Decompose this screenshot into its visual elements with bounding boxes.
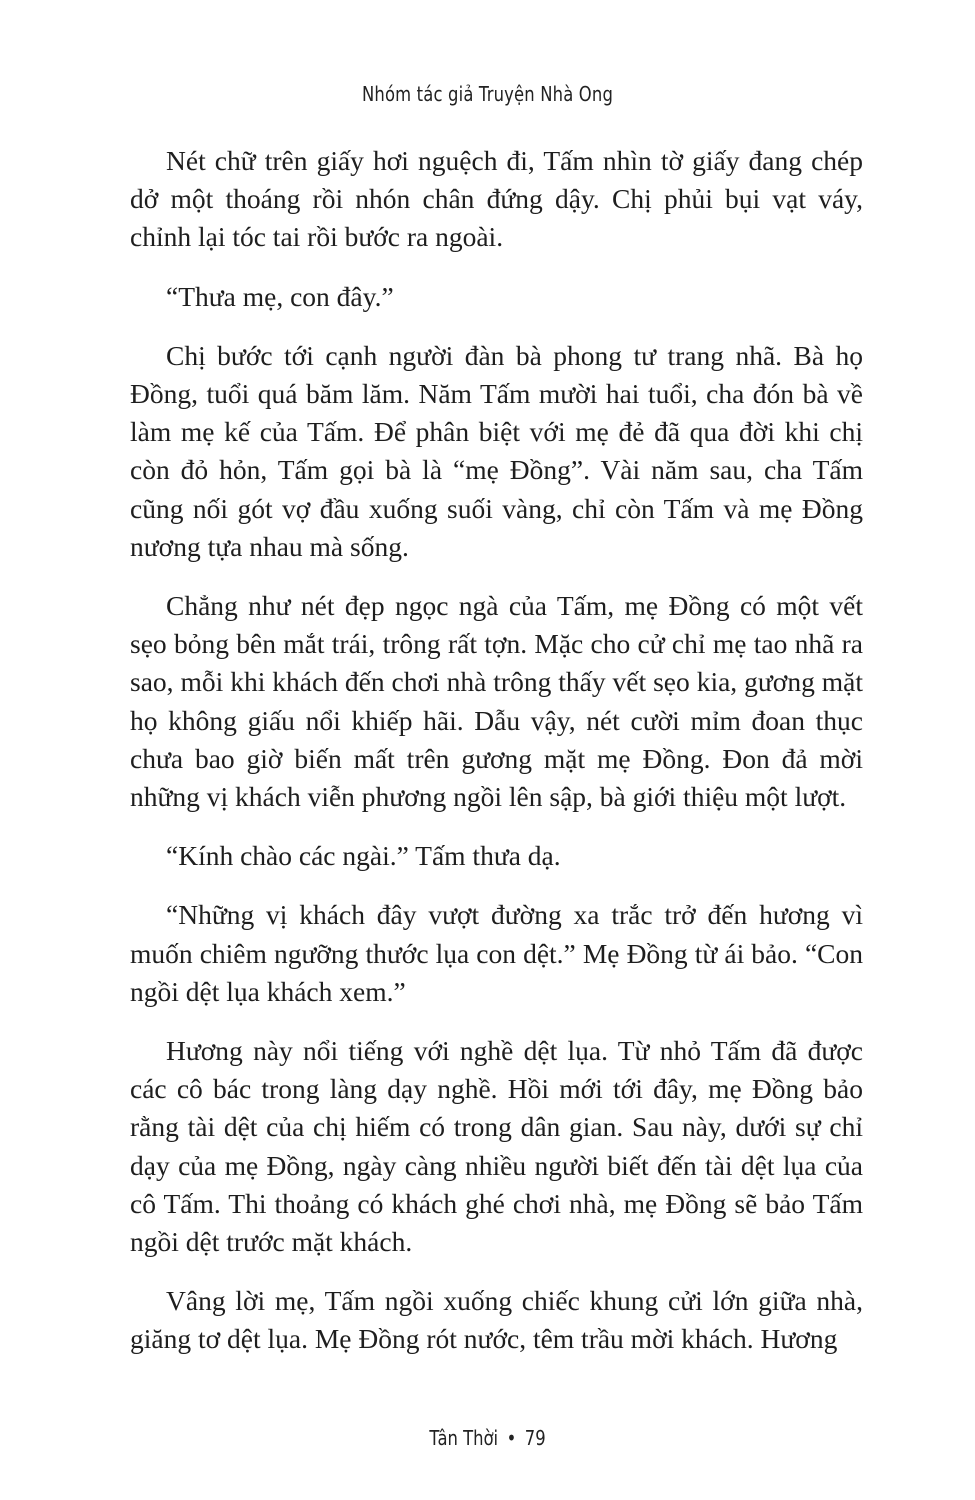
paragraph: “Kính chào các ngài.” Tấm thưa dạ. [166,840,561,872]
page-number: 79 [524,1426,546,1450]
paragraph: Chị bước tới cạnh người đàn bà phong tư trang nhã. Bà họ Đồng, tuổi quá băm lăm. Năm Tấm mười hai tuổi, cha đón bà về làm mẹ kế của Tấm. Để phân biệt với mẹ đẻ đã qua đời khi chị còn đỏ hỏn, Tấm gọi bà là “mẹ Đồng”. Vài năm sau, cha Tấm cũng nối gót vợ đầu xuống suối vàng, chỉ còn Tấm và mẹ Đồng nương tựa nhau mà sống. [130,339,863,562]
paragraph: Chẳng như nét đẹp ngọc ngà của Tấm, mẹ Đồng có một vết sẹo bỏng bên mắt trái, trông rất tợn. Mặc cho cử chỉ mẹ tao nhã ra sao, mỗi khi khách đến chơi nhà trông thấy vết sẹo kia, gương mặt họ không giấu nổi khiếp hãi. Dẫu vậy, nét cười mỉm đoan thục chưa bao giờ biến mất trên gương mặt mẹ Đồng. Đon đả mời những vị khách viễn phương ngồi lên sập, bà giới thiệu một lượt. [130,590,863,813]
paragraph: “Những vị khách đây vượt đường xa trắc trở đến hương vì muốn chiêm ngưỡng thước lụa con dệt.” Mẹ Đồng từ ái bảo. “Con ngồi dệt lụa khách xem.” [130,899,863,1007]
paragraph: Hương này nổi tiếng với nghề dệt lụa. Từ nhỏ Tấm đã được các cô bác trong làng dạy nghề. Hồi mới tới đây, mẹ Đồng bảo rằng tài dệt của chị hiếm có trong dân gian. Sau này, dưới sự chỉ dạy của mẹ Đồng, ngày càng nhiều người biết đến tài dệt lụa của cô Tấm. Thi thoảng có khách ghé chơi nhà, mẹ Đồng sẽ bảo Tấm ngồi dệt trước mặt khách. [130,1035,863,1258]
body-text [130,142,863,1380]
running-footer [88,1426,888,1450]
paragraph: “Thưa mẹ, con đây.” [166,280,394,312]
paragraph: Nét chữ trên giấy hơi nguệch đi, Tấm nhìn tờ giấy đang chép dở một thoáng rồi nhón chân đứng dậy. Chị phủi bụi vạt váy, chỉnh lại tóc tai rồi bước ra ngoài. [130,145,863,253]
paragraph: Vâng lời mẹ, Tấm ngồi xuống chiếc khung cửi lớn giữa nhà, giăng tơ dệt lụa. Mẹ Đồng rót nước, têm trầu mời khách. Hương [130,1285,863,1355]
footer-separator: • [506,1426,517,1450]
footer-book-title: Tân Thời [429,1426,499,1450]
running-header [88,82,888,106]
running-header-title: Nhóm tác giả Truyện Nhà Ong [361,82,614,106]
